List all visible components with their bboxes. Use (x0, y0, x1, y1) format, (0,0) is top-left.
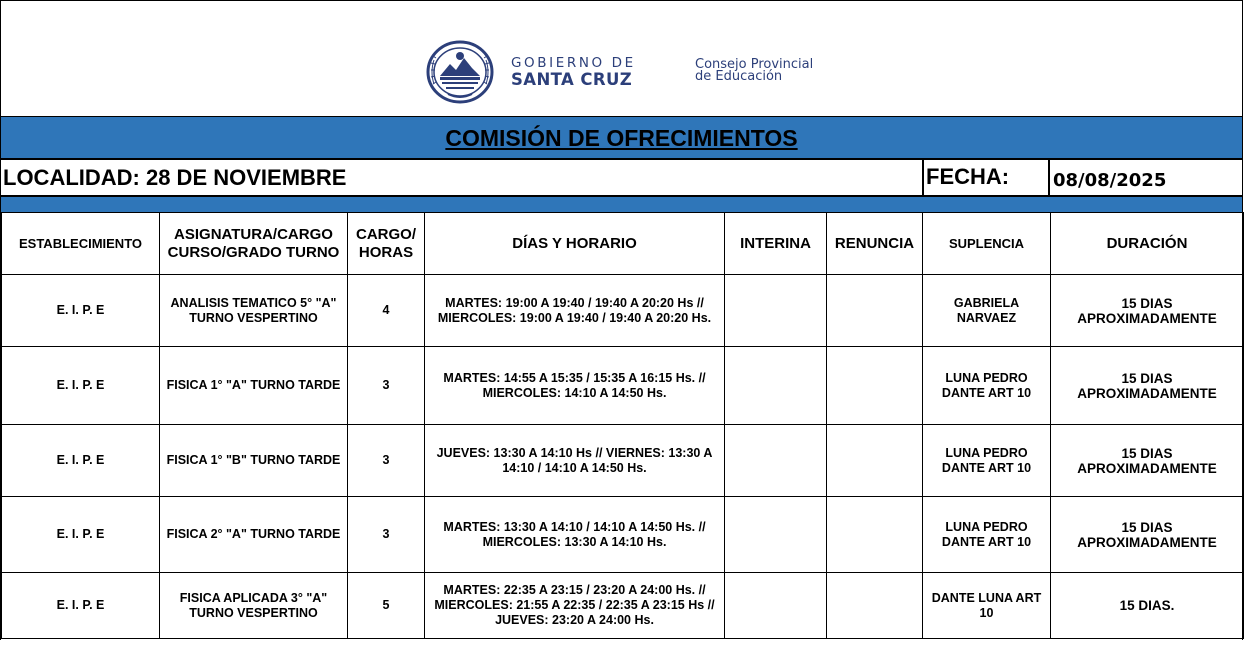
cell-dias: MARTES: 22:35 A 23:15 / 23:20 A 24:00 Hs. // MIERCOLES: 21:55 A 22:35 / 22:35 A 23:15 Hs // JUEVES: 23:20 A 24:00 Hs. (425, 573, 725, 639)
cell-establecimiento: E. I. P. E (2, 425, 160, 497)
fecha-label: FECHA: (922, 160, 1048, 195)
cell-duracion: 15 DIAS. (1051, 573, 1244, 639)
cell-asignatura: ANALISIS TEMATICO 5° "A" TURNO VESPERTINO (160, 275, 348, 347)
cell-interina (725, 425, 827, 497)
santa-cruz-label: SANTA CRUZ (511, 69, 633, 89)
provincial-seal-icon (426, 40, 494, 104)
cell-establecimiento: E. I. P. E (2, 347, 160, 425)
cell-interina (725, 347, 827, 425)
cell-duracion: 15 DIAS APROXIMADAMENTE (1051, 347, 1244, 425)
gobierno-label: GOBIERNO DE (511, 55, 636, 71)
col-asignatura-line2: CURSO/GRADO TURNO (167, 243, 340, 261)
cell-dias: MARTES: 19:00 A 19:40 / 19:40 A 20:20 Hs // MIERCOLES: 19:00 A 19:40 / 19:40 A 20:20 Hs. (425, 275, 725, 347)
cell-renuncia (827, 425, 923, 497)
cell-suplencia: LUNA PEDRO DANTE ART 10 (923, 497, 1051, 573)
cell-asignatura: FISICA 1° "B" TURNO TARDE (160, 425, 348, 497)
col-duracion: DURACIÓN (1051, 213, 1244, 275)
cell-renuncia (827, 573, 923, 639)
cell-duracion: 15 DIAS APROXIMADAMENTE (1051, 425, 1244, 497)
cell-suplencia: DANTE LUNA ART 10 (923, 573, 1051, 639)
table-row (2, 275, 1244, 347)
cell-asignatura: FISICA APLICADA 3° "A" TURNO VESPERTINO (160, 573, 348, 639)
consejo-line-2: de Educación (695, 69, 783, 84)
cell-dias: MARTES: 14:55 A 15:35 / 15:35 A 16:15 Hs. // MIERCOLES: 14:10 A 14:50 Hs. (425, 347, 725, 425)
page-title: COMISIÓN DE OFRECIMIENTOS (445, 124, 798, 151)
cell-renuncia (827, 497, 923, 573)
consejo-line-1: Consejo Provincial (695, 57, 814, 72)
cell-suplencia: LUNA PEDRO DANTE ART 10 (923, 425, 1051, 497)
cell-dias: JUEVES: 13:30 A 14:10 Hs // VIERNES: 13:30 A 14:10 / 14:10 A 14:50 Hs. (425, 425, 725, 497)
cell-horas: 5 (348, 573, 425, 639)
cell-renuncia (827, 275, 923, 347)
cell-establecimiento: E. I. P. E (2, 275, 160, 347)
col-establecimiento: ESTABLECIMIENTO (2, 213, 160, 275)
col-asignatura (160, 213, 348, 275)
cell-horas: 3 (348, 497, 425, 573)
col-cargo-horas (348, 213, 425, 275)
table-row (2, 347, 1244, 425)
cell-renuncia (827, 347, 923, 425)
separator-strip (1, 197, 1242, 212)
cell-asignatura: FISICA 1° "A" TURNO TARDE (160, 347, 348, 425)
cell-interina (725, 573, 827, 639)
col-dias-horario: DÍAS Y HORARIO (425, 213, 725, 275)
cell-horas: 3 (348, 425, 425, 497)
col-cargo-line2: HORAS (358, 243, 414, 261)
col-interina: INTERINA (725, 213, 827, 275)
table-row (2, 497, 1244, 573)
title-band (1, 116, 1242, 159)
cell-establecimiento: E. I. P. E (2, 573, 160, 639)
cell-interina (725, 275, 827, 347)
gobierno-logotype (511, 57, 636, 88)
cell-asignatura: FISICA 2° "A" TURNO TARDE (160, 497, 348, 573)
offers-table (1, 212, 1244, 639)
cell-duracion: 15 DIAS APROXIMADAMENTE (1051, 497, 1244, 573)
cell-suplencia: GABRIELA NARVAEZ (923, 275, 1051, 347)
col-suplencia: SUPLENCIA (923, 213, 1051, 275)
col-renuncia: RENUNCIA (827, 213, 923, 275)
table-header-row (2, 213, 1244, 275)
cell-duracion: 15 DIAS APROXIMADAMENTE (1051, 275, 1244, 347)
cell-interina (725, 497, 827, 573)
consejo-logotype (695, 59, 813, 83)
fecha-value: 08/08/2025 (1048, 160, 1242, 195)
cell-horas: 4 (348, 275, 425, 347)
localidad-row (1, 158, 1242, 197)
col-cargo-line1: CARGO/ (356, 225, 416, 243)
cell-dias: MARTES: 13:30 A 14:10 / 14:10 A 14:50 Hs. // MIERCOLES: 13:30 A 14:10 Hs. (425, 497, 725, 573)
cell-establecimiento: E. I. P. E (2, 497, 160, 573)
header-logo-area (1, 1, 1244, 116)
localidad-label: LOCALIDAD: 28 DE NOVIEMBRE (3, 164, 347, 190)
table-row (2, 425, 1244, 497)
table-row (2, 573, 1244, 639)
col-asignatura-line1: ASIGNATURA/CARGO (174, 225, 333, 243)
cell-horas: 3 (348, 347, 425, 425)
cell-suplencia: LUNA PEDRO DANTE ART 10 (923, 347, 1051, 425)
